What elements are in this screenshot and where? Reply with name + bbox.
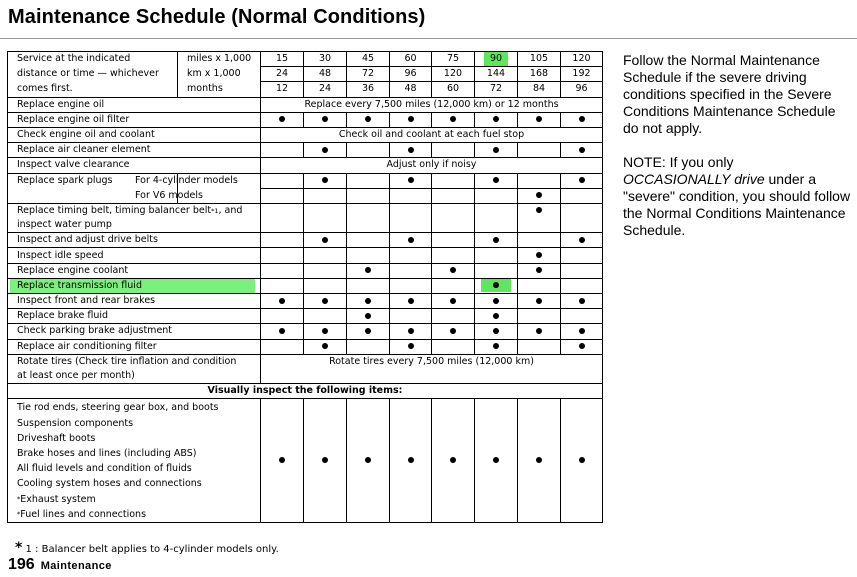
note-paragraph: Follow the Normal Maintenance Schedule if the severe driving conditions specified in the Severe Conditions Maintenance Schedule do not apply. <box>623 52 836 136</box>
visual-header: Visually inspect the following items: <box>8 384 603 399</box>
note-paragraph: NOTE: If you only OCCASIONALLY drive under a "severe" condition, you should follow the Normal Conditions Maintenance Schedule. <box>623 154 851 238</box>
service-dot <box>365 116 371 122</box>
months-value: 24 <box>304 82 347 97</box>
footnote: * 1 : Balancer belt applies to 4-cylinder models only. <box>15 540 279 556</box>
section-name: Maintenance <box>40 560 112 572</box>
title-rule <box>0 38 857 39</box>
table-row <box>8 233 603 248</box>
service-dot <box>536 328 542 334</box>
miles-value-highlighted: 90 <box>484 52 508 66</box>
item-label: Replace brake fluid <box>8 309 261 324</box>
service-dot <box>279 116 285 122</box>
service-label: Service at the indicated <box>8 52 178 67</box>
visual-item: All fluid levels and condition of fluids <box>17 463 192 475</box>
visual-header-row <box>8 384 603 399</box>
service-dot <box>493 298 499 304</box>
table-row <box>8 203 603 218</box>
item-sublabel: For 4-cylinder models <box>178 173 261 188</box>
table-row <box>8 263 603 278</box>
visual-item: Cooling system hoses and connections <box>17 478 202 490</box>
service-dot <box>279 457 285 463</box>
service-dot <box>450 267 456 273</box>
header-row-miles <box>8 52 603 67</box>
item-label: Inspect front and rear brakes <box>8 294 261 309</box>
service-dot <box>536 207 542 213</box>
table-row <box>8 339 603 354</box>
header-row-months <box>8 82 603 97</box>
item-label: Inspect valve clearance <box>8 158 261 173</box>
item-label-highlighted: Replace transmission fluid <box>10 279 255 293</box>
service-dot <box>579 237 585 243</box>
km-value: 72 <box>347 67 390 82</box>
miles-value: 105 <box>518 52 561 67</box>
months-value: 36 <box>347 82 390 97</box>
months-value: 12 <box>261 82 304 97</box>
item-note: Adjust only if noisy <box>261 158 603 173</box>
service-dot <box>536 267 542 273</box>
item-label: Replace air conditioning filter <box>8 339 261 354</box>
table-row-highlighted <box>8 278 603 293</box>
visual-inspection-row <box>8 399 603 523</box>
months-value: 96 <box>561 82 603 97</box>
service-dot <box>408 298 414 304</box>
service-dot <box>536 298 542 304</box>
page-title: Maintenance Schedule (Normal Conditions) <box>8 6 426 28</box>
service-dot <box>579 343 585 349</box>
service-dot <box>493 177 499 183</box>
side-note <box>623 52 853 256</box>
months-value: 60 <box>432 82 475 97</box>
service-dot <box>579 116 585 122</box>
months-value: 84 <box>518 82 561 97</box>
service-dot <box>322 177 328 183</box>
service-dot <box>365 298 371 304</box>
service-dot <box>536 252 542 258</box>
km-value: 168 <box>518 67 561 82</box>
table-row <box>8 173 603 188</box>
service-dot <box>279 328 285 334</box>
months-value: 48 <box>390 82 432 97</box>
service-dot <box>322 298 328 304</box>
table-row <box>8 143 603 158</box>
visual-item: Driveshaft boots <box>17 432 96 444</box>
service-dot <box>365 267 371 273</box>
table-row <box>8 324 603 339</box>
service-dot <box>322 328 328 334</box>
service-dot <box>579 298 585 304</box>
table-row <box>8 188 603 203</box>
item-note: Rotate tires every 7,500 miles (12,000 km) <box>261 354 603 383</box>
table-row <box>8 158 603 173</box>
table-row <box>8 294 603 309</box>
service-label: comes first. <box>8 82 178 97</box>
maintenance-schedule-table <box>7 51 603 523</box>
service-dot <box>579 328 585 334</box>
km-value: 120 <box>432 67 475 82</box>
item-label: Inspect and adjust drive belts <box>8 233 261 248</box>
service-dot <box>493 313 499 319</box>
miles-value: 75 <box>432 52 475 67</box>
item-label: Check engine oil and coolant <box>8 127 261 142</box>
table-row <box>8 248 603 263</box>
item-note: Replace every 7,500 miles (12,000 km) or 12 months <box>261 97 603 112</box>
service-dot <box>493 116 499 122</box>
visual-item: *Fuel lines and connections <box>17 508 147 520</box>
page-footer <box>8 556 112 574</box>
service-dot <box>408 116 414 122</box>
header-row-km <box>8 67 603 82</box>
table-row <box>8 112 603 127</box>
item-label: Rotate tires (Check tire inflation and condition <box>8 354 261 369</box>
service-dot <box>408 343 414 349</box>
service-dot <box>279 298 285 304</box>
item-label: inspect water pump <box>8 218 261 233</box>
service-dot <box>365 328 371 334</box>
service-dot <box>493 343 499 349</box>
service-dot <box>579 457 585 463</box>
service-dot <box>579 147 585 153</box>
service-dot <box>450 116 456 122</box>
table-row <box>8 97 603 112</box>
service-dot <box>536 192 542 198</box>
service-dot <box>493 457 499 463</box>
miles-value: 15 <box>261 52 304 67</box>
service-dot <box>536 457 542 463</box>
km-value: 192 <box>561 67 603 82</box>
item-label: Replace engine oil <box>8 97 261 112</box>
service-dot <box>450 457 456 463</box>
service-dot <box>365 313 371 319</box>
table-row <box>8 309 603 324</box>
table-row <box>8 218 603 233</box>
service-dot <box>408 237 414 243</box>
service-dot <box>536 116 542 122</box>
service-dot <box>493 328 499 334</box>
service-dot <box>450 328 456 334</box>
miles-value: 120 <box>561 52 603 67</box>
months-value: 72 <box>475 82 518 97</box>
service-dot <box>493 237 499 243</box>
visual-item: *Exhaust system <box>17 493 96 505</box>
unit-months: months <box>178 82 261 97</box>
km-value: 48 <box>304 67 347 82</box>
table-row <box>8 127 603 142</box>
service-dot <box>322 116 328 122</box>
visual-item: Suspension components <box>17 417 134 429</box>
visual-item: Brake hoses and lines (including ABS) <box>17 447 197 459</box>
item-sublabel: For V6 models <box>178 188 261 203</box>
service-dot <box>408 457 414 463</box>
item-label: at least once per month) <box>8 369 261 384</box>
service-dot <box>450 298 456 304</box>
service-dot <box>365 457 371 463</box>
miles-value: 60 <box>390 52 432 67</box>
service-dot <box>408 177 414 183</box>
service-dot <box>322 457 328 463</box>
service-dot <box>322 147 328 153</box>
service-dot <box>493 147 499 153</box>
service-dot <box>408 147 414 153</box>
miles-value: 45 <box>347 52 390 67</box>
miles-value: 30 <box>304 52 347 67</box>
item-label: Replace spark plugs <box>8 173 178 188</box>
item-label: Replace timing belt, timing balancer belt$^{*1}$, and <box>8 203 261 218</box>
service-dot <box>579 177 585 183</box>
service-label: distance or time — whichever <box>8 67 178 82</box>
item-label: Replace engine oil filter <box>8 112 261 127</box>
km-value: 96 <box>390 67 432 82</box>
item-label: Inspect idle speed <box>8 248 261 263</box>
service-dot <box>322 237 328 243</box>
unit-miles: miles x 1,000 <box>178 52 261 67</box>
km-value: 144 <box>475 67 518 82</box>
table-row <box>8 354 603 369</box>
item-label: Check parking brake adjustment <box>8 324 261 339</box>
service-dot <box>493 282 499 288</box>
item-label: Replace air cleaner element <box>8 143 261 158</box>
item-label: Replace engine coolant <box>8 263 261 278</box>
unit-km: km x 1,000 <box>178 67 261 82</box>
service-dot <box>322 343 328 349</box>
service-dot <box>408 328 414 334</box>
page-number: 196 <box>8 556 35 573</box>
km-value: 24 <box>261 67 304 82</box>
item-note: Check oil and coolant at each fuel stop <box>261 127 603 142</box>
highlighted-dot-cell <box>481 279 511 292</box>
visual-item: Tie rod ends, steering gear box, and boots <box>17 402 219 414</box>
